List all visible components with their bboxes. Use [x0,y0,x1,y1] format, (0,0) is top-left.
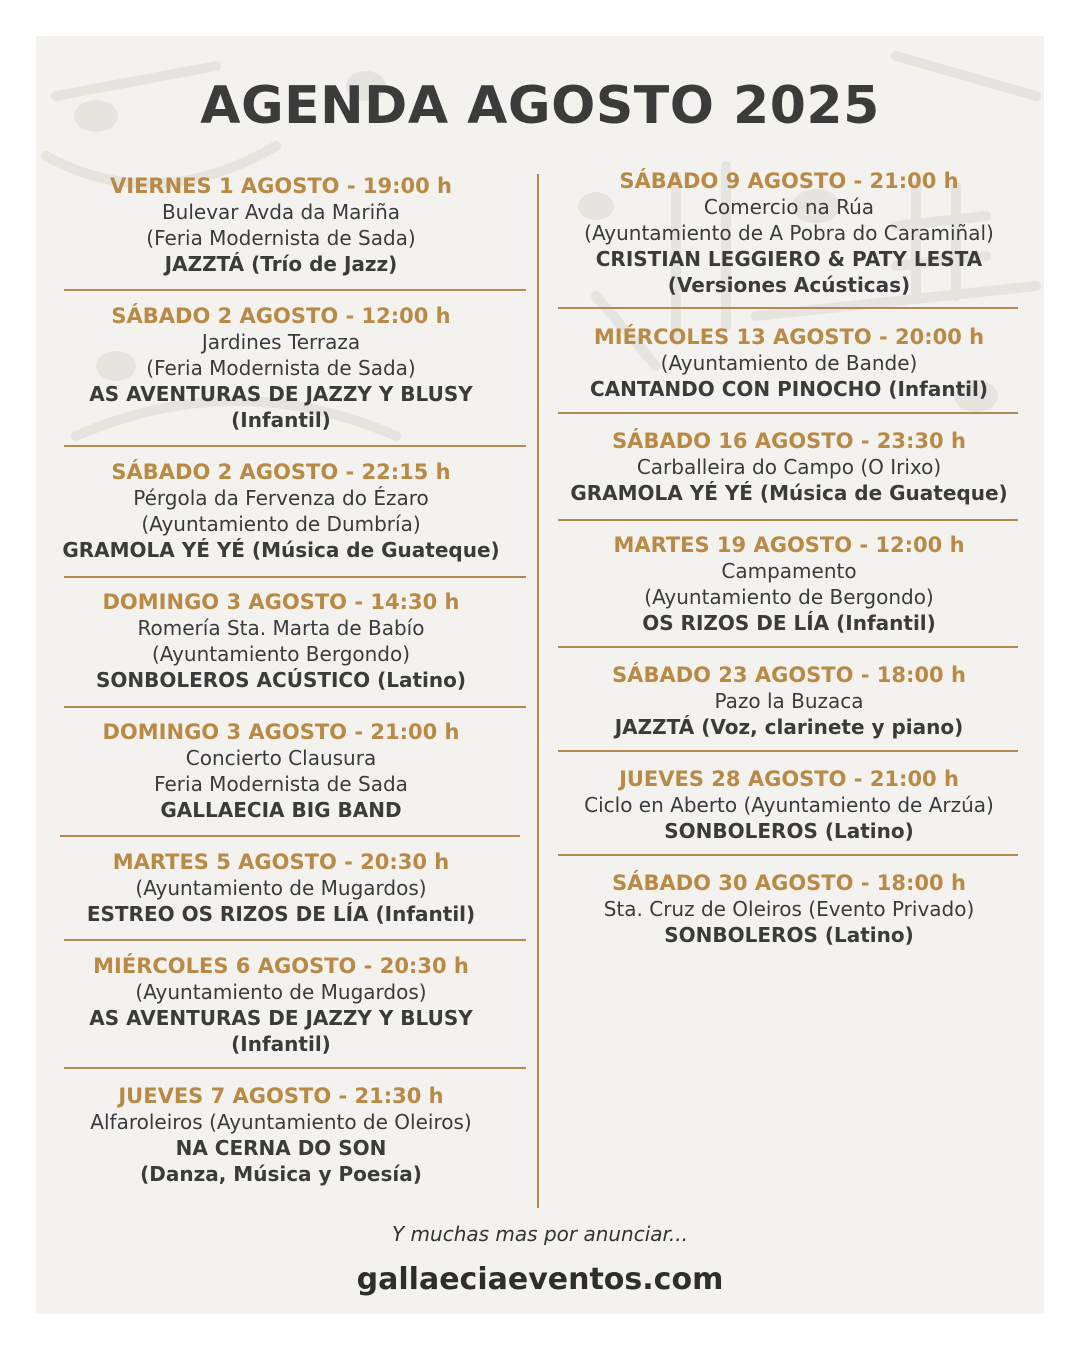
event-separator [64,1067,526,1069]
event-venue: Sta. Cruz de Oleiros (Evento Privado) [603,897,975,921]
event-venue: Pazo la Buzaca [714,689,864,713]
event-date: MARTES 5 AGOSTO - 20:30 h [112,850,450,874]
event-performer: NA CERNA DO SON [175,1136,387,1160]
event-venue: (Ayuntamiento de A Pobra do Caramiñal) [584,221,994,245]
event-item [46,849,516,927]
event-item [556,766,1022,844]
event-item [556,532,1022,636]
event-venue: (Feria Modernista de Sada) [146,356,416,380]
event-date: JUEVES 7 AGOSTO - 21:30 h [118,1084,444,1108]
event-venue: Carballeira do Campo (O Irixo) [636,455,942,479]
event-separator [64,445,526,447]
event-item [556,870,1022,948]
event-separator [558,750,1018,752]
event-venue: Feria Modernista de Sada [154,772,408,796]
event-date: VIERNES 1 AGOSTO - 19:00 h [110,174,452,198]
event-venue: Concierto Clausura [185,746,377,770]
event-separator [558,307,1018,309]
event-venue: (Ayuntamiento de Bergondo) [644,585,934,609]
event-item [46,719,516,823]
event-separator [558,519,1018,521]
event-performer: (Infantil) [231,408,331,432]
column-divider [537,174,539,1208]
event-performer: AS AVENTURAS DE JAZZY Y BLUSY [89,1006,473,1030]
event-separator [60,835,520,837]
event-separator [64,706,526,708]
event-venue: (Ayuntamiento de Dumbría) [141,512,421,536]
event-date: JUEVES 28 AGOSTO - 21:00 h [619,767,959,791]
event-venue: (Ayuntamiento Bergondo) [151,642,411,666]
event-date: SÁBADO 23 AGOSTO - 18:00 h [612,663,966,687]
event-venue: Ciclo en Aberto (Ayuntamiento de Arzúa) [584,793,994,817]
event-item [46,953,516,1057]
event-performer: CANTANDO CON PINOCHO (Infantil) [589,377,989,401]
event-performer: JAZZTÁ (Voz, clarinete y piano) [614,715,964,739]
event-venue: Jardines Terraza [201,330,361,354]
event-separator [558,854,1018,856]
event-venue: (Ayuntamiento de Bande) [660,351,918,375]
event-performer: GALLAECIA BIG BAND [160,798,402,822]
event-separator [64,939,526,941]
event-date: SÁBADO 2 AGOSTO - 22:15 h [111,460,451,484]
event-performer: AS AVENTURAS DE JAZZY Y BLUSY [89,382,473,406]
event-date: MARTES 19 AGOSTO - 12:00 h [613,533,965,557]
event-date: MIÉRCOLES 13 AGOSTO - 20:00 h [593,325,985,349]
event-performer: SONBOLEROS ACÚSTICO (Latino) [95,668,466,692]
event-venue: Comercio na Rúa [703,195,875,219]
event-date: SÁBADO 9 AGOSTO - 21:00 h [619,169,959,193]
event-venue: Alfaroleiros (Ayuntamiento de Oleiros) [90,1110,472,1134]
event-item [46,173,516,277]
event-performer: CRISTIAN LEGGIERO & PATY LESTA [595,247,983,271]
event-date: SÁBADO 30 AGOSTO - 18:00 h [612,871,966,895]
event-item [46,1083,516,1187]
event-venue: Campamento [721,559,857,583]
event-separator [558,412,1018,414]
event-item [46,303,516,433]
event-venue: (Feria Modernista de Sada) [146,226,416,250]
event-performer: (Versiones Acústicas) [667,273,911,297]
event-item [556,428,1022,506]
event-separator [64,576,526,578]
event-venue: (Ayuntamiento de Mugardos) [135,876,427,900]
event-item [556,662,1022,740]
event-venue: Bulevar Avda da Mariña [161,200,401,224]
event-date: DOMINGO 3 AGOSTO - 14:30 h [102,590,460,614]
event-item [556,324,1022,402]
event-performer: (Danza, Música y Poesía) [140,1162,422,1186]
event-date: SÁBADO 16 AGOSTO - 23:30 h [612,429,966,453]
event-venue: Pérgola da Fervenza do Ézaro [133,486,429,510]
event-performer: GRAMOLA YÉ YÉ (Música de Guateque) [570,481,1008,505]
agenda-panel [36,36,1044,1314]
event-performer: SONBOLEROS (Latino) [664,923,914,947]
event-item [556,168,1022,298]
event-separator [558,646,1018,648]
event-performer: ESTREO OS RIZOS DE LÍA (Infantil) [86,902,476,926]
event-venue: (Ayuntamiento de Mugardos) [135,980,427,1004]
footer-note: Y muchas mas por anunciar... [391,1222,688,1246]
event-performer: GRAMOLA YÉ YÉ (Música de Guateque) [62,538,500,562]
event-date: MIÉRCOLES 6 AGOSTO - 20:30 h [93,954,469,978]
event-performer: OS RIZOS DE LÍA (Infantil) [642,611,936,635]
event-venue: Romería Sta. Marta de Babío [137,616,425,640]
page-title: AGENDA AGOSTO 2025 [200,76,880,136]
event-performer: (Infantil) [231,1032,331,1056]
event-performer: SONBOLEROS (Latino) [664,819,914,843]
event-date: SÁBADO 2 AGOSTO - 12:00 h [111,304,451,328]
website-link[interactable]: gallaeciaeventos.com [356,1262,724,1297]
event-date: DOMINGO 3 AGOSTO - 21:00 h [102,720,460,744]
event-separator [64,289,526,291]
event-item [46,459,516,563]
event-item [46,589,516,693]
event-performer: JAZZTÁ (Trío de Jazz) [164,252,398,276]
